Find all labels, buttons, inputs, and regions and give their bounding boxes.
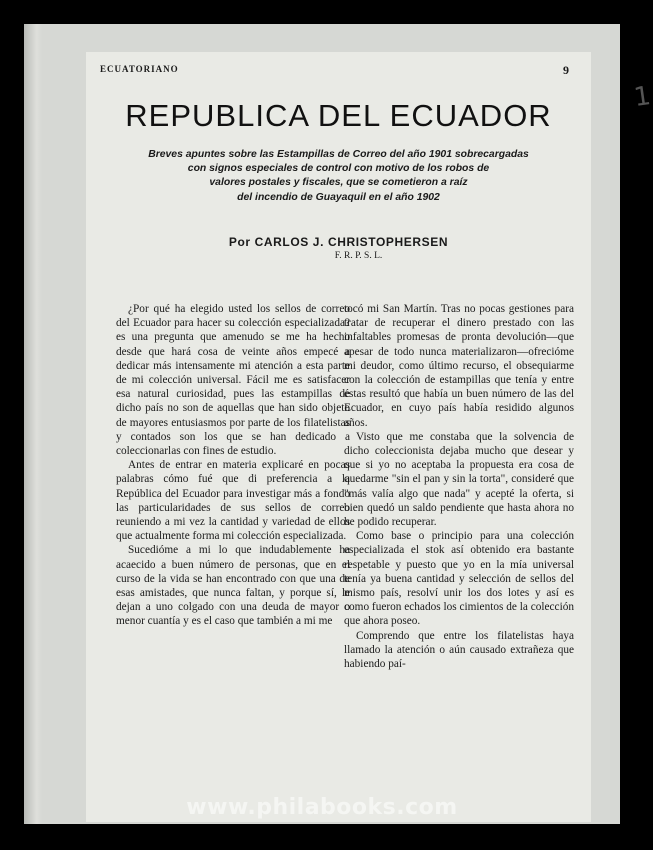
page-edge-shadow: [24, 24, 42, 824]
running-head-title: ECUATORIANO: [100, 64, 179, 74]
paragraph: Antes de entrar en materia explicaré en pocas palabras cómo fué que di preferencia a la República del Ecuador para investigar más a fondo las particularidades de sus sellos de correo reuniendo a mi vez la cantidad y variedad de ellos que actualmente forma mi colección especializada.: [116, 459, 350, 543]
author-honors: F. R. P. S. L.: [334, 251, 383, 261]
paragraph: Sucedióme a mi lo que indudablemente ha acaecido a buen número de personas, que en el curso de la vida se han encontrado con que una de esas amistades, que nunca faltan, y porque sí, le dejan a uno colgado con una deuda de mayor o menor cuantía y es el caso que también a mi me: [116, 544, 350, 628]
subtitle-line: Breves apuntes sobre las Estampillas de Correo del año 1901 sobrecargadas: [148, 149, 529, 160]
subtitle-line: valores postales y fiscales, que se cometieron a raíz: [209, 177, 468, 189]
article-title: REPUBLICA DEL ECUADOR: [125, 98, 552, 133]
running-head: [100, 63, 570, 77]
paragraph: Visto que me constaba que la solvencia de dicho coleccionista dejaba mucho que desear y que si yo no aceptaba la propuesta era cosa de quedarme "sin el pan y sin la torta", consideré que "más valía algo que nada" y acepté la oferta, si bien quedó un saldo pendiente que hasta ahora no he podido recuperar.: [344, 430, 574, 529]
left-column: [116, 302, 350, 629]
subtitle-line: del incendio de Guayaquil en el año 1902: [237, 191, 440, 203]
page-number: 9: [563, 63, 570, 77]
subtitle-line: con signos especiales de control con motivo de los robos de: [187, 163, 490, 175]
author-byline: Por CARLOS J. CHRISTOPHERSEN: [228, 235, 449, 249]
document-page: [86, 52, 653, 822]
pencil-annotation: 1: [631, 80, 653, 114]
watermark: www.philabooks.com: [186, 795, 458, 820]
article-subtitle: [116, 148, 561, 205]
paragraph: tocó mi San Martín. Tras no pocas gestiones para tratar de recuperar el dinero prestado con las infaltables promesas de pronta devolución—que apesar de todo nunca materializaron—ofrecióme mi deudor, como último recurso, el obsequiarme con la colección de estampillas que tenía y entre éstas resultó que había un buen número de las del Ecuador, en cuyo país había residido algunos años.: [344, 303, 574, 429]
right-column: [344, 302, 574, 671]
paragraph: Como base o principio para una colección especializada el stok así obtenido era bastante respetable y puesto que yo en la mía universal tenía ya buena cantidad y selección de sellos del mismo país, resolví unir los dos lotes y así es como fueron echados los cimientos de la colección que ahora poseo.: [344, 530, 574, 628]
paragraph: ¿Por qué ha elegido usted los sellos de correo del Ecuador para hacer su colección especializada? es una pregunta que amenudo se me ha hecho desde que hará cosa de veinte años empecé a dedicar más intensamente mi atención a esta parte de mi colección universal. Fácil me es satisfacer esa natural curiosidad, pues las estampillas de dicho país no son de aquellas que han sido objeto de mayores entusiasmos por parte de los filatelistas y contados son los que se han dedicado a coleccionarlas con fines de estudio.: [116, 303, 350, 458]
paragraph: Comprendo que entre los filatelistas haya llamado la atención o aún causado extrañeza que habiendo paí-: [344, 629, 574, 671]
